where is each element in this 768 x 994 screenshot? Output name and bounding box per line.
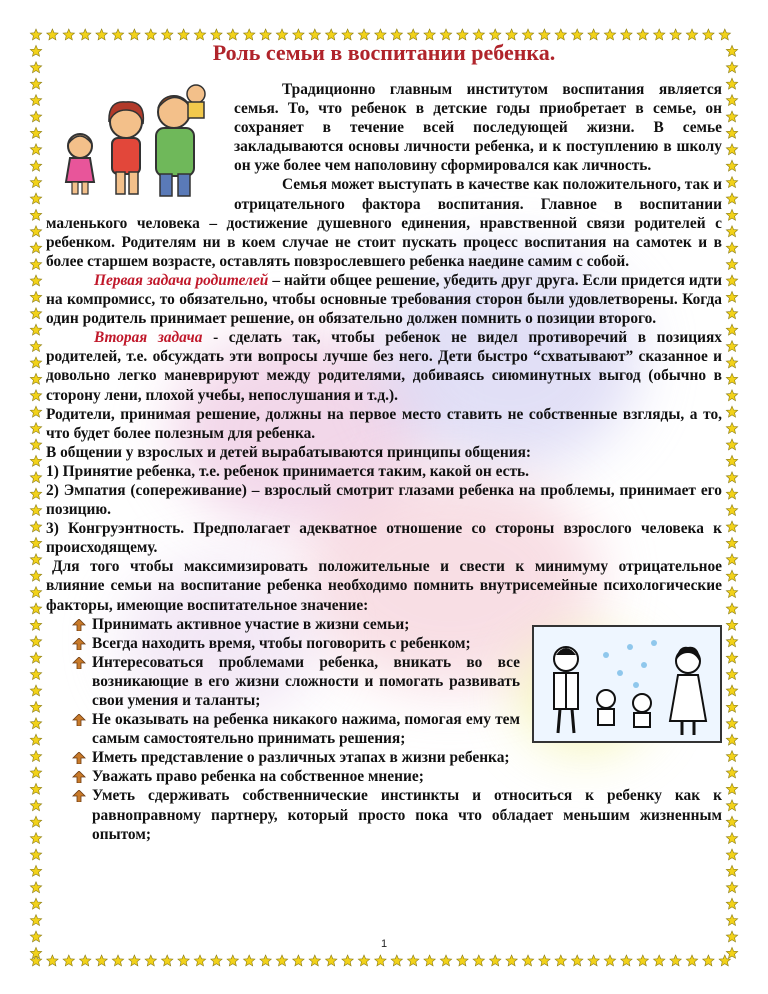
border-star-icon bbox=[726, 357, 737, 368]
border-star-icon bbox=[30, 669, 41, 680]
border-star-icon bbox=[30, 357, 41, 368]
border-star-icon bbox=[293, 29, 304, 40]
border-star-icon bbox=[522, 29, 533, 40]
border-star-icon bbox=[178, 955, 189, 966]
border-star-icon bbox=[440, 955, 451, 966]
border-star-icon bbox=[30, 505, 41, 516]
border-star-icon bbox=[326, 955, 337, 966]
border-star-icon bbox=[30, 488, 41, 499]
border-star-icon bbox=[342, 955, 353, 966]
border-star-icon bbox=[686, 29, 697, 40]
border-star-icon bbox=[726, 226, 737, 237]
border-star-icon bbox=[30, 111, 41, 122]
list-item-text: Иметь представление о различных этапах в жизни ребенка; bbox=[92, 749, 510, 767]
border-star-icon bbox=[408, 955, 419, 966]
list-item bbox=[72, 615, 722, 634]
border-star-icon bbox=[726, 341, 737, 352]
border-star-icon bbox=[30, 29, 41, 40]
border-star-icon bbox=[47, 29, 58, 40]
border-star-icon bbox=[309, 955, 320, 966]
list-item bbox=[72, 767, 722, 786]
border-star-icon bbox=[30, 160, 41, 171]
border-star-icon bbox=[30, 439, 41, 450]
border-star-icon bbox=[244, 955, 255, 966]
border-star-icon bbox=[726, 472, 737, 483]
border-star-icon bbox=[30, 242, 41, 253]
border-star-icon bbox=[293, 955, 304, 966]
paragraph-communication-principles: В общении у взрослых и детей вырабатываются принципы общения: bbox=[46, 443, 532, 461]
border-star-icon bbox=[506, 955, 517, 966]
border-star-icon bbox=[726, 570, 737, 581]
border-star-icon bbox=[726, 882, 737, 893]
principle-acceptance: 1) Принятие ребенка, т.е. ребенок принимается таким, какой он есть. bbox=[46, 462, 530, 480]
border-star-icon bbox=[358, 29, 369, 40]
border-star-icon bbox=[719, 29, 730, 40]
border-star-icon bbox=[637, 955, 648, 966]
border-star-icon bbox=[726, 783, 737, 794]
border-star-icon bbox=[194, 29, 205, 40]
border-star-icon bbox=[375, 29, 386, 40]
border-star-icon bbox=[244, 29, 255, 40]
border-star-icon bbox=[539, 29, 550, 40]
border-star-icon bbox=[145, 29, 156, 40]
border-star-icon bbox=[112, 29, 123, 40]
bullet-arrow-icon bbox=[72, 714, 86, 726]
list-item bbox=[72, 653, 722, 710]
border-star-icon bbox=[30, 78, 41, 89]
page-title: Роль семьи в воспитании ребенка. bbox=[212, 40, 556, 65]
border-star-icon bbox=[726, 603, 737, 614]
border-star-icon bbox=[30, 603, 41, 614]
border-star-icon bbox=[30, 734, 41, 745]
border-star-icon bbox=[30, 226, 41, 237]
paragraph-family-factor: Семья может выступать в качестве как положительного, так и отрицательного фактора воспитания. Главное в воспитании маленького человека – достижение душевного единения, нравственной связи родителей с ребенком. Родителям ни в коем случае не стоит пускать процесс воспитания на самотек и в более старшем возрасте, оставлять повзрослевшего ребенка наедине самим с собой. bbox=[46, 176, 722, 270]
border-star-icon bbox=[572, 955, 583, 966]
factors-list bbox=[72, 615, 722, 844]
paragraph-psychological-factors: Для того чтобы максимизировать положительные и свести к минимуму отрицательное влияние семьи на воспитание ребенка необходимо помнить внутрисемейные психологические факторы, имеющие воспитательное значение: bbox=[46, 558, 722, 614]
border-star-icon bbox=[726, 849, 737, 860]
border-star-icon bbox=[522, 955, 533, 966]
border-star-icon bbox=[726, 160, 737, 171]
border-star-icon bbox=[30, 587, 41, 598]
border-star-icon bbox=[726, 242, 737, 253]
border-star-icon bbox=[227, 29, 238, 40]
border-star-icon bbox=[703, 955, 714, 966]
border-star-icon bbox=[726, 193, 737, 204]
bullet-arrow-icon bbox=[72, 771, 86, 783]
border-star-icon bbox=[30, 95, 41, 106]
paragraph-second-task bbox=[46, 328, 722, 404]
border-star-icon bbox=[726, 701, 737, 712]
border-star-icon bbox=[726, 144, 737, 155]
border-star-icon bbox=[654, 29, 665, 40]
border-star-icon bbox=[227, 955, 238, 966]
border-star-icon bbox=[30, 390, 41, 401]
border-star-icon bbox=[30, 209, 41, 220]
border-star-icon bbox=[30, 537, 41, 548]
border-star-icon bbox=[162, 29, 173, 40]
border-star-icon bbox=[96, 29, 107, 40]
border-star-icon bbox=[30, 915, 41, 926]
border-star-icon bbox=[260, 955, 271, 966]
border-star-icon bbox=[726, 652, 737, 663]
border-star-icon bbox=[604, 29, 615, 40]
border-star-icon bbox=[30, 455, 41, 466]
border-star-icon bbox=[726, 177, 737, 188]
border-star-icon bbox=[30, 144, 41, 155]
border-star-icon bbox=[80, 29, 91, 40]
border-star-icon bbox=[726, 78, 737, 89]
border-star-icon bbox=[490, 955, 501, 966]
border-star-icon bbox=[30, 898, 41, 909]
border-star-icon bbox=[30, 291, 41, 302]
border-star-icon bbox=[63, 29, 74, 40]
paragraph-parents-decision: Родители, принимая решение, должны на первое место ставить не собственные взгляды, а то, что будет более полезным для ребенка. bbox=[46, 405, 722, 442]
page-number: 1 bbox=[380, 938, 388, 950]
border-star-icon bbox=[726, 751, 737, 762]
border-star-icon bbox=[30, 177, 41, 188]
border-star-icon bbox=[726, 275, 737, 286]
bullet-arrow-icon bbox=[72, 619, 86, 631]
border-star-icon bbox=[112, 955, 123, 966]
first-task-text: – найти общее решение, убедить друг друга. Если придется идти на компромисс, то обязательно, чтобы основные требования сторон были удовлетворены. Когда один родитель принимает решение, он обязательно должен помнить о позиции второго. bbox=[46, 271, 722, 328]
border-star-icon bbox=[194, 955, 205, 966]
border-star-icon bbox=[391, 955, 402, 966]
border-star-icon bbox=[726, 209, 737, 220]
border-star-icon bbox=[726, 308, 737, 319]
border-star-icon bbox=[726, 554, 737, 565]
list-item-text: Не оказывать на ребенка никакого нажима, помогая ему тем самым самостоятельно принимать решения; bbox=[92, 711, 520, 748]
border-star-icon bbox=[129, 955, 140, 966]
border-star-icon bbox=[424, 955, 435, 966]
border-star-icon bbox=[30, 849, 41, 860]
border-star-icon bbox=[30, 127, 41, 138]
border-star-icon bbox=[726, 505, 737, 516]
border-star-icon bbox=[30, 521, 41, 532]
border-star-icon bbox=[726, 734, 737, 745]
border-star-icon bbox=[30, 406, 41, 417]
border-star-icon bbox=[30, 341, 41, 352]
list-item-text: Интересоваться проблемами ребенка, вникать во все возникающие в его жизни сложности и помогать развивать свои умения и таланты; bbox=[92, 653, 520, 709]
border-star-icon bbox=[375, 955, 386, 966]
border-star-icon bbox=[555, 955, 566, 966]
bullet-arrow-icon bbox=[72, 790, 86, 802]
border-star-icon bbox=[726, 898, 737, 909]
principle-congruence: 3) Конгруэнтность. Предполагает адекватное отношение со стороны взрослого человека к происходящему. bbox=[46, 520, 722, 557]
border-star-icon bbox=[408, 29, 419, 40]
border-star-icon bbox=[604, 955, 615, 966]
first-task-heading: Первая задача родителей bbox=[94, 271, 269, 289]
border-star-icon bbox=[30, 718, 41, 729]
border-star-icon bbox=[726, 767, 737, 778]
border-star-icon bbox=[30, 373, 41, 384]
family-illustration bbox=[46, 82, 224, 198]
border-star-icon bbox=[726, 800, 737, 811]
border-star-icon bbox=[473, 955, 484, 966]
border-star-icon bbox=[726, 406, 737, 417]
border-star-icon bbox=[211, 955, 222, 966]
border-star-icon bbox=[96, 955, 107, 966]
border-star-icon bbox=[30, 865, 41, 876]
list-item-text: Всегда находить время, чтобы поговорить с ребенком; bbox=[92, 634, 471, 652]
document-body bbox=[46, 80, 722, 844]
border-star-icon bbox=[276, 29, 287, 40]
border-star-icon bbox=[30, 570, 41, 581]
border-star-icon bbox=[47, 955, 58, 966]
border-star-icon bbox=[726, 259, 737, 270]
border-star-icon bbox=[621, 29, 632, 40]
border-star-icon bbox=[440, 29, 451, 40]
border-star-icon bbox=[726, 587, 737, 598]
list-item bbox=[72, 634, 722, 653]
bullet-arrow-icon bbox=[72, 657, 86, 669]
second-task-text: - сделать так, чтобы ребенок не видел противоречий в позициях родителей, т.е. обсуждать эти вопросы лучше без него. Дети быстро “схватывают” сказанное и довольно легко маневрируют между родителями, добиваясь сиюминутных выгод (обычно в сторону лени, плохой учебы, непослушания и т.д.). bbox=[46, 329, 722, 404]
border-star-icon bbox=[473, 29, 484, 40]
border-star-icon bbox=[703, 29, 714, 40]
border-star-icon bbox=[63, 955, 74, 966]
border-star-icon bbox=[30, 636, 41, 647]
list-item-text: Уважать право ребенка на собственное мнение; bbox=[92, 768, 424, 786]
border-star-icon bbox=[276, 955, 287, 966]
border-star-icon bbox=[30, 767, 41, 778]
border-star-icon bbox=[726, 111, 737, 122]
border-star-icon bbox=[424, 29, 435, 40]
border-star-icon bbox=[30, 783, 41, 794]
border-star-icon bbox=[555, 29, 566, 40]
border-star-icon bbox=[726, 423, 737, 434]
principle-empathy: 2) Эмпатия (сопереживание) – взрослый смотрит глазами ребенка на проблемы, принимает его позицию. bbox=[46, 481, 722, 519]
border-star-icon bbox=[621, 955, 632, 966]
border-star-icon bbox=[30, 701, 41, 712]
border-star-icon bbox=[726, 455, 737, 466]
border-star-icon bbox=[30, 833, 41, 844]
border-star-icon bbox=[457, 29, 468, 40]
border-star-icon bbox=[260, 29, 271, 40]
paragraph-first-task bbox=[46, 271, 722, 328]
border-star-icon bbox=[30, 308, 41, 319]
border-star-icon bbox=[726, 373, 737, 384]
border-star-icon bbox=[726, 718, 737, 729]
border-star-icon bbox=[30, 259, 41, 270]
border-star-icon bbox=[670, 955, 681, 966]
bullet-arrow-icon bbox=[72, 752, 86, 764]
list-item-text: Уметь сдерживать собственнические инстинкты и относиться к ребенку как к равноправному партнеру, который просто пока что обладает меньшим жизненным опытом; bbox=[92, 787, 722, 843]
border-star-icon bbox=[30, 816, 41, 827]
border-star-icon bbox=[30, 554, 41, 565]
border-star-icon bbox=[539, 955, 550, 966]
border-star-icon bbox=[726, 816, 737, 827]
border-star-icon bbox=[211, 29, 222, 40]
border-star-icon bbox=[30, 882, 41, 893]
border-star-icon bbox=[726, 521, 737, 532]
border-star-icon bbox=[391, 29, 402, 40]
border-star-icon bbox=[686, 955, 697, 966]
border-star-icon bbox=[342, 29, 353, 40]
border-star-icon bbox=[726, 669, 737, 680]
border-star-icon bbox=[30, 275, 41, 286]
border-star-icon bbox=[726, 127, 737, 138]
border-star-icon bbox=[162, 955, 173, 966]
border-star-icon bbox=[719, 955, 730, 966]
border-star-icon bbox=[30, 751, 41, 762]
border-star-icon bbox=[726, 324, 737, 335]
border-star-icon bbox=[30, 619, 41, 630]
list-item bbox=[72, 748, 722, 767]
border-star-icon bbox=[654, 955, 665, 966]
border-star-icon bbox=[129, 29, 140, 40]
border-star-icon bbox=[457, 955, 468, 966]
border-star-icon bbox=[637, 29, 648, 40]
border-star-icon bbox=[358, 955, 369, 966]
list-item-text: Принимать активное участие в жизни семьи; bbox=[92, 615, 410, 633]
border-star-icon bbox=[726, 488, 737, 499]
border-star-icon bbox=[726, 619, 737, 630]
list-item bbox=[72, 786, 722, 843]
border-star-icon bbox=[30, 193, 41, 204]
border-star-icon bbox=[726, 390, 737, 401]
bullet-arrow-icon bbox=[72, 638, 86, 650]
border-star-icon bbox=[726, 915, 737, 926]
paragraph-intro: Традиционно главным институтом воспитания является семья. То, что ребенок в детские годы приобретает в семье, он сохраняет в течение всей последующей жизни. В семье закладываются основы личности ребенка, и к поступлению в школу он уже более чем наполовину сформировался как личность. bbox=[234, 81, 722, 175]
border-star-icon bbox=[309, 29, 320, 40]
border-star-icon bbox=[326, 29, 337, 40]
border-star-icon bbox=[30, 423, 41, 434]
list-item bbox=[72, 710, 722, 748]
border-star-icon bbox=[145, 955, 156, 966]
border-star-icon bbox=[726, 833, 737, 844]
border-star-icon bbox=[30, 800, 41, 811]
border-star-icon bbox=[726, 537, 737, 548]
border-star-icon bbox=[726, 95, 737, 106]
border-star-icon bbox=[670, 29, 681, 40]
border-star-icon bbox=[178, 29, 189, 40]
border-star-icon bbox=[588, 29, 599, 40]
border-star-icon bbox=[30, 472, 41, 483]
border-star-icon bbox=[726, 439, 737, 450]
border-star-icon bbox=[726, 685, 737, 696]
border-star-icon bbox=[572, 29, 583, 40]
border-star-icon bbox=[30, 685, 41, 696]
second-task-heading: Вторая задача bbox=[94, 329, 203, 347]
border-star-icon bbox=[30, 955, 41, 966]
border-star-icon bbox=[506, 29, 517, 40]
border-star-icon bbox=[726, 291, 737, 302]
border-star-icon bbox=[490, 29, 501, 40]
border-star-icon bbox=[726, 865, 737, 876]
border-star-icon bbox=[80, 955, 91, 966]
border-star-icon bbox=[30, 652, 41, 663]
border-star-icon bbox=[30, 324, 41, 335]
border-star-icon bbox=[588, 955, 599, 966]
border-star-icon bbox=[726, 636, 737, 647]
